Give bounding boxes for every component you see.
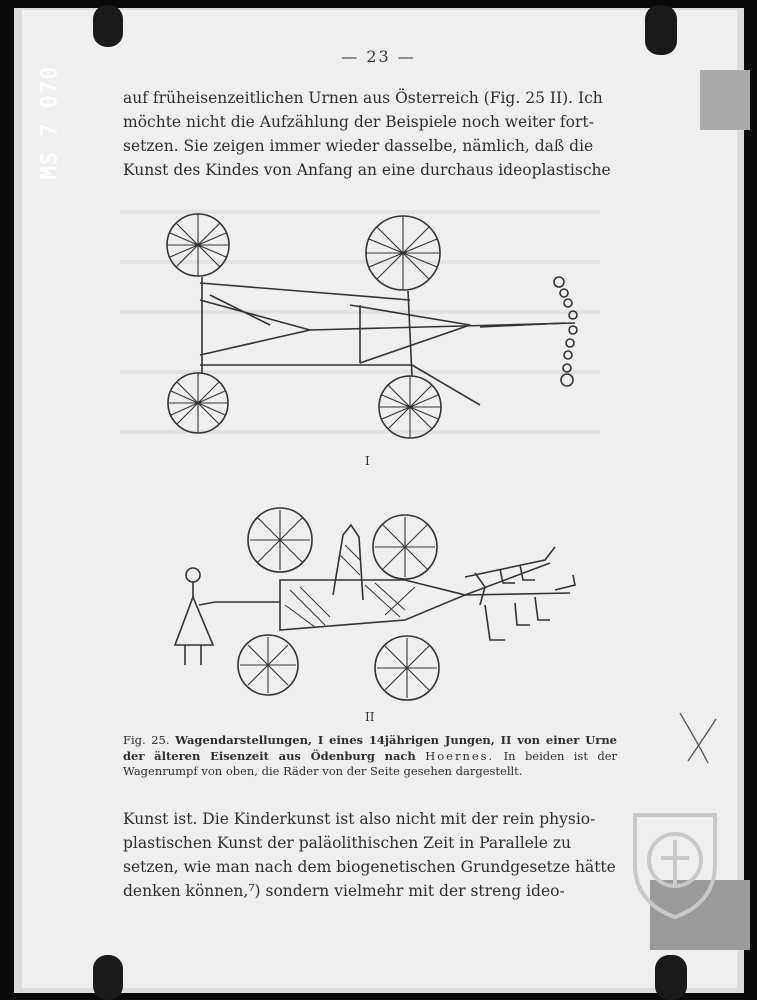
text-line: plastischen Kunst der paläolithischen Zeit in Parallele zu [123,834,572,852]
paragraph-bottom [123,807,619,903]
film-clip [93,955,123,1000]
text-line: Kunst ist. Die Kinderkunst ist also nicht mit der rein physio- [123,810,596,828]
archive-stamp-seal [625,810,725,920]
figure-caption [123,733,617,780]
archive-label [33,50,65,200]
text-line: möchte nicht die Aufzählung der Beispiele noch weiter fort- [123,113,594,131]
text-line: setzen. Sie zeigen immer wieder dasselbe, nämlich, daß die [123,137,594,155]
paragraph-top [123,86,619,182]
film-clip [655,955,687,1000]
page-number: — 23 — [341,47,416,66]
figure-1-wagon-drawing [150,205,600,445]
caption-description: In beiden ist der Wagenrumpf von oben, die Räder von der Seite gesehen dargestellt. [123,748,618,778]
text-line: setzen, wie man nach dem biogenetischen Grundgesetze hätte [123,858,616,876]
figure-1-label: I [365,454,370,468]
text-line: Kunst des Kindes von Anfang an eine durchaus ideoplastische [123,161,611,179]
film-clip [93,5,123,47]
figure-2-urn-wagon-drawing [155,505,595,705]
caption-title: Wagendarstellungen, I eines 14jährigen Jungen, II von einer Urne der älteren Eisenzeit aus Ödenburg nach [123,733,617,763]
text-line: auf früheisenzeitlichen Urnen aus Österreich (Fig. 25 II). Ich [123,89,603,107]
caption-author: Hoernes. [425,748,495,763]
handwritten-cross-mark [678,705,718,765]
caption-fig-ref: Fig. 25. [123,733,170,747]
archive-label-text: MS 7 070 [37,65,63,180]
text-line: denken können,⁷) sondern vielmehr mit der streng ideo- [123,882,565,900]
figure-2-label: II [365,710,375,724]
edge-shadow [700,70,750,130]
